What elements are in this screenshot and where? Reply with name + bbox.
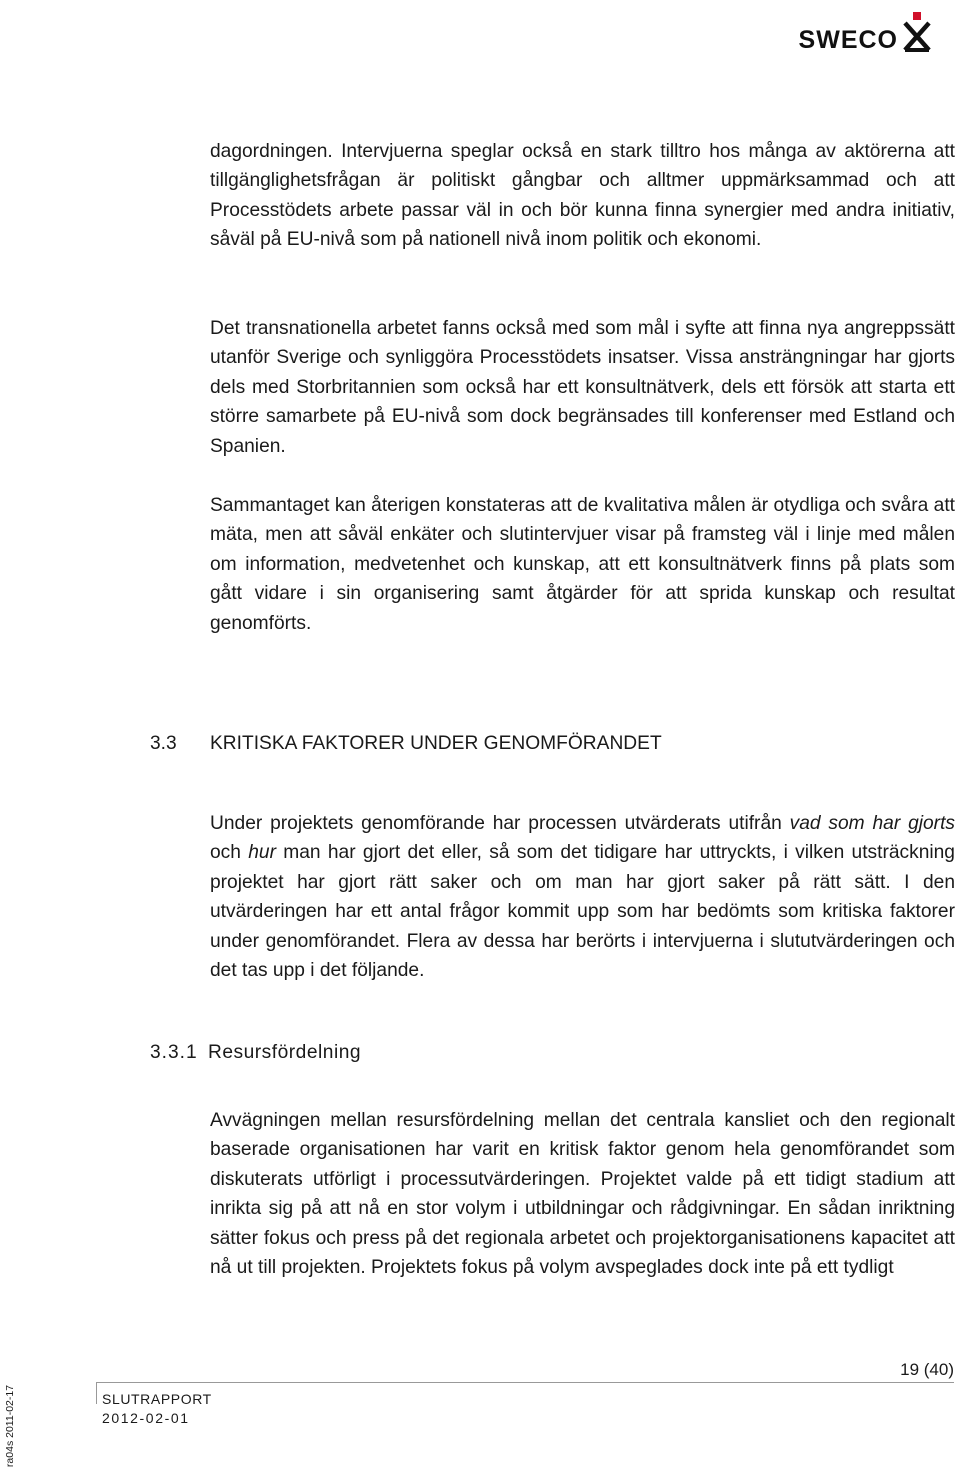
paragraph-1: dagordningen. Intervjuerna speglar också en stark tilltro hos många av aktörerna att tillgänglighetsfrågan är politiskt gångbar och alltmer uppmärksammad och att Processtödets arbete passar väl in och bör kunna finna synergier med andra initiativ, såväl på EU-nivå som på nationell nivå inom politik och ekonomi. xyxy=(210,141,955,251)
footer-divider xyxy=(96,1382,954,1383)
paragraph-4-emphasis-1: vad som har gjorts xyxy=(789,813,955,834)
sweco-logo-icon xyxy=(902,12,932,52)
paragraph-3: Sammantaget kan återigen konstateras att de kvalitativa målen är otydliga och svåra att mäta, men att såväl enkäter och slutintervjuer visar på framsteg väl i linje med målen om information, medvetenhet och kunskap, att ett konsultnätverk finns på plats som gått vidare i sin organisering samt åtgärder för att sprida kunskap och resultat genomförts. xyxy=(210,495,955,634)
section-heading-3-3 xyxy=(150,733,662,755)
subsection-number: 3.3.1 xyxy=(150,1042,198,1063)
paragraph-5: Avvägningen mellan resursfördelning mellan det centrala kansliet och den regionalt baserade organisationen har varit en kritisk faktor genom hela genomförandet som diskuterats utförligt i processutvärderingen. Projektet valde på ett tidigt stadium att inrikta sig på att nå en stor volym i utbildningar och rådgivningar. En sådan inriktning sätter fokus och press på det regionala arbetet och projektorganisationens kapacitet att nå ut till projekten. Projektets fokus på volym avspeglades dock inte på ett tydligt xyxy=(210,1110,955,1279)
paragraph-4-text-c: man har gjort det eller, så som det tidigare har uttryckts, i vilken utsträckning projektet har gjort rätt saker och om man har gjort saker på rätt sätt. I den utvärderingen har ett antal frågor kommit upp som har bedömts som kritiska faktorer under genomförandet. Flera av dessa har berörts i intervjuerna i slututvärderingen och det tas upp i det följande. xyxy=(210,842,955,982)
paragraph-4-emphasis-2: hur xyxy=(248,842,276,864)
footer-divider-tick xyxy=(96,1382,97,1404)
footer-date: 2012-02-01 xyxy=(102,1410,190,1426)
paragraph-4-text-b: och xyxy=(210,842,249,864)
subsection-title: Resursfördelning xyxy=(208,1042,362,1063)
section-number: 3.3 xyxy=(150,733,177,754)
subsection-heading-3-3-1 xyxy=(150,1042,361,1064)
paragraph-4 xyxy=(210,809,955,985)
template-code: ra04s 2011-02-17 xyxy=(4,1384,16,1468)
paragraph-2: Det transnationella arbetet fanns också med som mål i syfte att finna nya angreppssätt utanför Sverige och synliggöra Processtödets insatser. Vissa ansträngningar har gjorts dels med Storbritannien som också har ett konsultnätverk, dels ett försök att starta ett större samarbete på EU-nivå som dock begränsades till konferenser med Estland och Spanien. xyxy=(210,318,955,457)
logo-text: SWECO xyxy=(798,26,898,54)
section-title: KRITISKA FAKTORER UNDER GENOMFÖRANDET xyxy=(210,733,662,754)
footer-report-label: SLUTRAPPORT xyxy=(102,1391,212,1407)
paragraph-4-text-a: Under projektets genomförande har processen utvärderats utifrån xyxy=(210,813,790,834)
sweco-logo xyxy=(799,12,932,55)
page-number: 19 (40) xyxy=(900,1360,954,1379)
